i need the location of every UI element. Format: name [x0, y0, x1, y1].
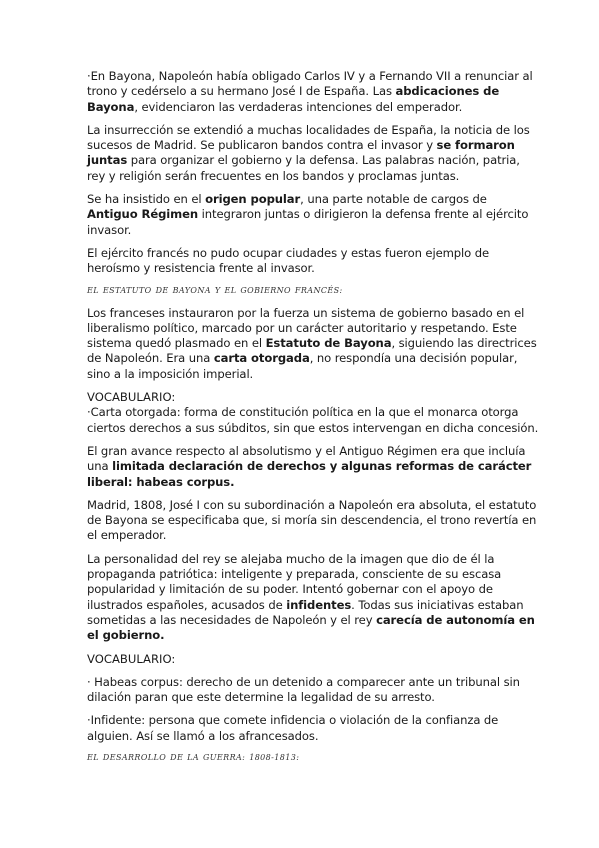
- text-run: El ejército francés no pudo ocupar ciudades y estas fueron ejemplo de heroísmo y resistencia frente al invasor.: [87, 245, 490, 276]
- paragraph-french-army: [87, 246, 539, 277]
- vocabulary-item-habeas-corpus: · Habeas corpus: derecho de un detenido a comparecer ante un tribunal sin dilación paran que este determine la legalidad de su arresto.: [87, 674, 520, 705]
- bold-text: origen popular: [205, 192, 301, 207]
- bold-text: Estatuto de Bayona: [265, 336, 392, 351]
- bold-text: infidentes: [286, 597, 352, 612]
- section-heading-estatuto: EL ESTATUTO DE BAYONA Y EL GOBIERNO FRANCÉS:: [87, 285, 343, 295]
- text-run: , no respondía una decisión popular, sino a la imposición imperial.: [87, 351, 518, 381]
- bold-text: Antiguo Régimen: [87, 207, 199, 222]
- paragraph-french-government: [87, 306, 539, 382]
- text-run: para organizar el gobierno y la defensa. Las palabras nación, patria, rey y religión serán frecuentes en los bandos y proclamas juntas.: [87, 153, 520, 183]
- text-run: , siguiendo las directrices de Napoleón. Era una: [87, 336, 537, 366]
- vocabulary-label: VOCABULARIO:: [87, 390, 176, 405]
- text-run: Los franceses instauraron por la fuerza un sistema de gobierno basado en el liberalismo político, marcado por un carácter autoritario y respetando. Este sistema quedó plasmado en el: [87, 305, 525, 351]
- bold-text: abdicaciones de Bayona: [87, 84, 500, 114]
- text-run: , evidenciaron las verdaderas intenciones del emperador.: [134, 99, 463, 114]
- text-run: La insurrección se extendió a muchas localidades de España, la noticia de los sucesos de Madrid. Se publicaron bandos contra el invasor y: [87, 122, 530, 153]
- section-heading-war-development: EL DESARROLLO DE LA GUERRA: 1808-1813:: [87, 752, 300, 762]
- paragraph-jose-i: [87, 498, 539, 544]
- text-run: La personalidad del rey se alejaba mucho de la imagen que dio de él la propaganda patriótica: inteligente y preparada, consciente de su escasa popularidad y limitación de su poder. Intentó gobernar con el apoyo de ilustrados españoles, acusados de: [87, 551, 502, 612]
- paragraph-popular-origin: [87, 192, 539, 238]
- vocabulary-item-carta-otorgada: ·Carta otorgada: forma de constitución política en la que el monarca otorga ciertos derechos a sus súbditos, sin que estos intervengan en dicha concesión.: [87, 405, 539, 435]
- vocabulary-item-infidente: ·Infidente: persona que comete infidencia o violación de la confianza de alguien. Así se llamó a los afrancesados.: [87, 713, 499, 743]
- bold-text: carta otorgada: [213, 351, 310, 366]
- paragraph-bayona-abdications: [87, 69, 539, 115]
- text-run: integraron juntas o dirigieron la defensa frente al ejército invasor.: [87, 207, 529, 237]
- text-run: Madrid, 1808, José I con su subordinación a Napoleón era absoluta, el estatuto de Bayona se especificaba que, si moría sin descendencia, el trono revertía en el emperador.: [87, 497, 537, 543]
- text-run: Se ha insistido en el: [87, 192, 206, 207]
- bold-text: limitada declaración de derechos y algunas reformas de carácter liberal: habeas corpus.: [87, 459, 532, 489]
- paragraph-great-advance: [87, 444, 539, 490]
- vocabulary-label: VOCABULARIO:: [87, 651, 176, 666]
- text-run: El gran avance respecto al absolutismo y el Antiguo Régimen era que incluía una: [87, 443, 526, 474]
- text-run: ·En Bayona, Napoleón había obligado Carlos IV y a Fernando VII a renunciar al trono y cedérselo a su hermano José I de España. Las: [87, 69, 533, 99]
- paragraph-insurrection: [87, 123, 539, 184]
- paragraph-king-personality: [87, 552, 539, 644]
- bold-text: carecía de autonomía en el gobierno.: [87, 612, 535, 643]
- text-run: . Todas sus iniciativas estaban sometidas a las necesidades de Napoleón y el rey: [87, 597, 524, 627]
- bold-text: se formaron juntas: [87, 138, 515, 168]
- text-run: , una parte notable de cargos de: [300, 192, 487, 207]
